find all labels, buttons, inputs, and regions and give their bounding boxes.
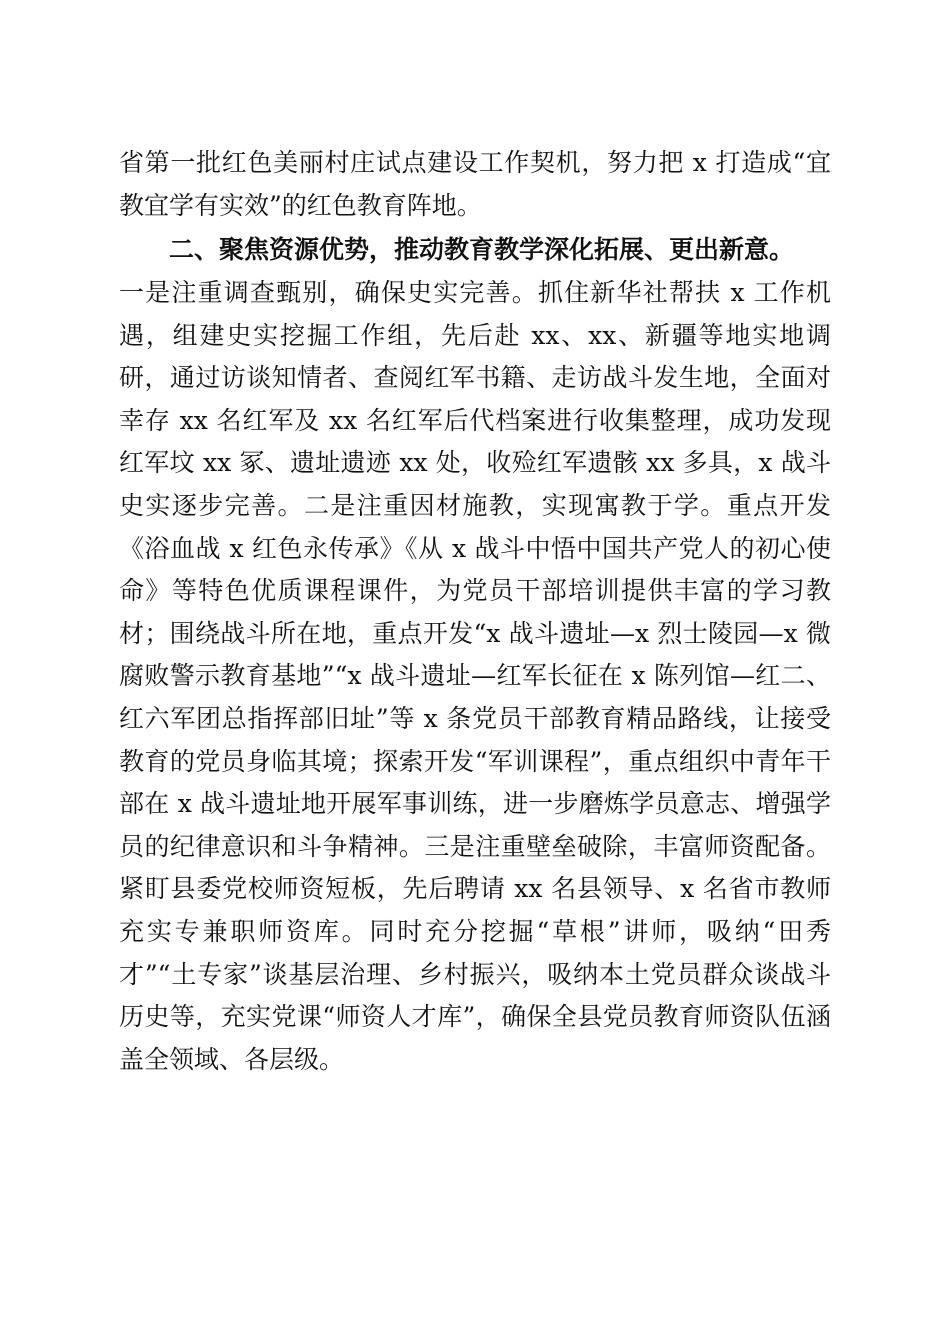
section-heading: 二、聚焦资源优势，推动教育教学深化拓展、更出新意。 [169,235,795,264]
paragraph-body: 一是注重调查甄别，确保史实完善。抓住新华社帮扶 x 工作机遇，组建史实挖掘工作组，先后赴 xx、xx、新疆等地实地调研，通过访谈知情者、查阅红军书籍、走访战斗发生地，全面对幸存 xx 名红军及 xx 名红军后代档案进行收集整理，成功发现红军坟 xx 冢、遗址遗迹 xx 处，收殓红军遗骸 xx 多具，x 战斗史实逐步完善。二是注重因材施教，实现寓教于学。重点开发《浴血战 x 红色永传承》《从 x 战斗中悟中国共产党人的初心使命》等特色优质课程课件，为党员干部培训提供丰富的学习教材；围绕战斗所在地，重点开发“x 战斗遗址—x 烈士陵园—x 微腐败警示教育基地”“x 战斗遗址—红军长征在 x 陈列馆—红二、红六军团总指挥部旧址”等 x 条党员干部教育精品路线，让接受教育的党员身临其境；探索开发“军训课程”，重点组织中青年干部在 x 战斗遗址地开展军事训练，进一步磨炼学员意志、增强学员的纪律意识和斗争精神。三是注重壁垒破除，丰富师资配备。紧盯县委党校师资短板，先后聘请 xx 名县领导、x 名省市教师充实专兼职师资库。同时充分挖掘“草根”讲师，吸纳“田秀才”“土专家”谈基层治理、乡村振兴，吸纳本土党员群众谈战斗历史等，充实党课“师资人才库”，确保全县党员教育师资队伍涵盖全领域、各层级。 [119,278,831,1074]
paragraph-continuation: 省第一批红色美丽村庄试点建设工作契机，努力把 x 打造成“宜教宜学有实效”的红色教育阵地。 [119,148,831,220]
